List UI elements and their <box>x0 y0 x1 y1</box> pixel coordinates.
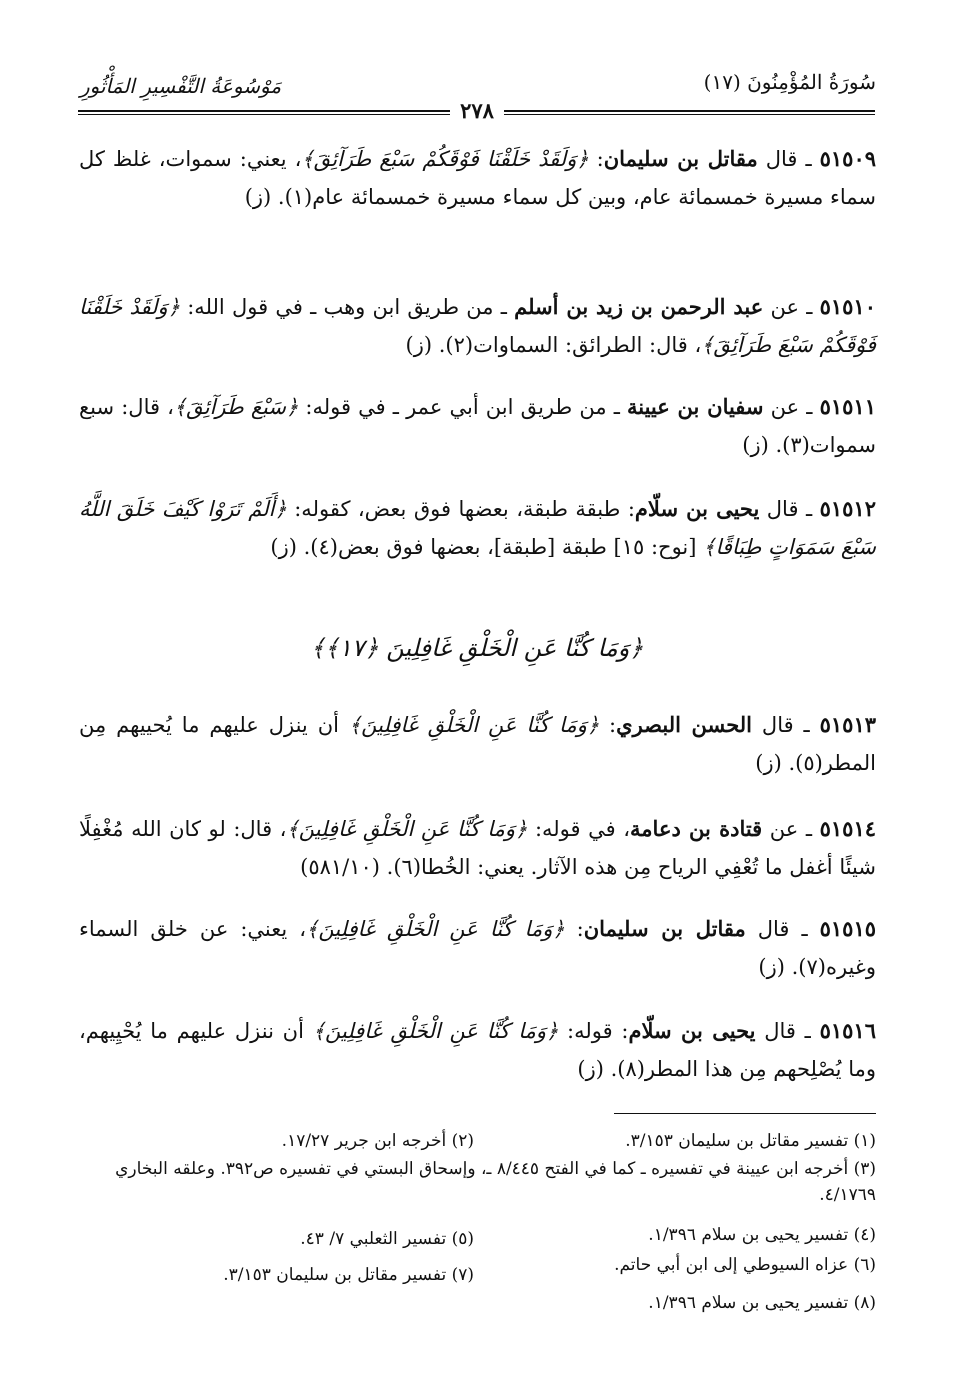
narrator-name: مقاتل بن سليمان <box>583 916 746 941</box>
entry-text: ، قال: الطرائق: السماوات(٢). (ز) <box>405 333 702 357</box>
narrator-name: الحسن البصري <box>616 712 753 737</box>
footnote: (١) تفسير مقاتل بن سليمان ٣/١٥٣. <box>625 1131 876 1151</box>
athar-entry <box>79 140 876 216</box>
entry-prefix: ـ قال <box>757 147 820 171</box>
entry-mid: ـ من طريق ابن وهب ـ في قول الله: <box>180 295 515 319</box>
entry-text: ، يعني: عن خلق السماء وغيره(٧). (ز) <box>79 917 876 979</box>
entry-number: ٥١٥١١ <box>819 394 876 419</box>
entry-prefix: ـ قال <box>745 917 820 941</box>
entry-text: أن ينزل عليهم ما يُحييهم مِن المطر(٥). (ز) <box>79 713 876 775</box>
page-number-wrap <box>0 98 954 123</box>
entry-prefix: ـ عن <box>763 295 820 319</box>
quran-quote: ﴿سَبْعَ طَرَآئِقَ﴾ <box>173 395 299 419</box>
entry-mid: ، في قوله: <box>527 817 631 841</box>
footnote: (٦) عزاه السيوطي إلى ابن أبي حاتم. <box>614 1255 876 1275</box>
entry-prefix: ـ قال <box>752 713 820 737</box>
entry-text: أن ننزل عليهم ما يُحْيِيهم، وما يُصْلِحهم مِن هذا المطر(٨). (ز) <box>79 1019 876 1081</box>
quran-quote: ﴿وَمَا كُنَّا عَنِ الْخَلْقِ غَافِلِينَ﴾ <box>286 817 528 841</box>
footnote: (٢) أخرجه ابن جرير ١٧/٢٧. <box>281 1131 474 1151</box>
entry-mid: : <box>564 917 584 941</box>
quran-quote: ﴿وَمَا كُنَّا عَنِ الْخَلْقِ غَافِلِينَ﴾ <box>312 1019 559 1043</box>
quran-quote: ﴿وَلَقَدْ خَلَقْنَا فَوْقَكُمْ سَبْعَ طَرَآئِقَ﴾ <box>79 295 876 357</box>
entry-number: ٥١٥١٥ <box>819 916 877 941</box>
entry-mid: : طبقة طبقة، بعضها فوق بعض، كقوله: <box>286 497 635 521</box>
athar-entry <box>79 810 876 886</box>
entry-number: ٥١٥١٣ <box>819 712 877 737</box>
entry-mid: : <box>599 713 617 737</box>
entry-number: ٥١٥١٦ <box>819 1018 876 1043</box>
footnote: (٥) تفسير الثعلبي ٧/ ٤٣. <box>300 1229 474 1249</box>
entry-text: [نوح: ١٥] طبقة [طبقة]، بعضها فوق بعض(٤). (ز) <box>270 535 704 559</box>
athar-entry <box>79 706 876 782</box>
narrator-name: عبد الرحمن بن زيد بن أسلم <box>514 294 764 319</box>
entry-mid: : قوله: <box>558 1019 629 1043</box>
entry-number: ٥١٥١٤ <box>819 816 877 841</box>
narrator-name: مقاتل بن سليمان <box>603 146 758 171</box>
entry-text: ، يعني: سموات، غلظ كل سماء مسيرة خمسمائة عام، وبين كل سماء مسيرة خمسمائة عام(١). (ز) <box>79 147 876 209</box>
entry-number: ٥١٥١٠ <box>819 294 876 319</box>
footnote: (٨) تفسير يحيى بن سلام ١/٣٩٦. <box>648 1293 876 1313</box>
entry-prefix: ـ عن <box>763 395 820 419</box>
entry-number: ٥١٥١٢ <box>819 496 876 521</box>
quran-quote: ﴿وَمَا كُنَّا عَنِ الْخَلْقِ غَافِلِينَ﴾ <box>306 917 565 941</box>
entry-prefix: ـ قال <box>759 497 820 521</box>
entry-text: ، قال: لو كان الله مُغْفِلًا شيئًا أغفل ما تُعْفِي الرياح مِن هذه الآثار. يعني: الخُطا(٦). (٥٨١/١٠) <box>79 817 876 879</box>
surah-header: سُورَةُ المُؤْمِنُونَ (١٧) <box>703 70 876 94</box>
book-title-header: مَوْسُوعَةُ التَّفْسِيرِ المَأْثُورِ <box>80 74 282 98</box>
entry-mid: : <box>588 147 604 171</box>
footnote: (٤) تفسير يحيى بن سلام ١/٣٩٦. <box>648 1225 876 1245</box>
athar-entry <box>79 490 876 566</box>
entry-mid: ـ من طريق ابن أبي عمر ـ في قوله: <box>298 395 627 419</box>
verse-heading: ﴿وَمَا كُنَّا عَنِ الْخَلْقِ غَافِلِينَ ﴿١٧﴾﴾ <box>310 634 644 662</box>
entry-number: ٥١٥٠٩ <box>819 146 877 171</box>
quran-quote: ﴿وَمَا كُنَّا عَنِ الْخَلْقِ غَافِلِينَ﴾ <box>348 713 600 737</box>
footnote: (٧) تفسير مقاتل بن سليمان ٣/١٥٣. <box>223 1265 474 1285</box>
footnote-separator <box>614 1113 876 1114</box>
entry-text: ، قال: سبع سموات(٣). (ز) <box>79 395 876 457</box>
quran-quote: ﴿أَلَمْ تَرَوْا كَيْفَ خَلَقَ اللَّهُ سَبْعَ سَمَوَاتٍ طِبَاقًا﴾ <box>79 497 876 559</box>
entry-prefix: ـ عن <box>762 817 820 841</box>
page-number: ٢٧٨ <box>450 98 504 123</box>
footnote: (٣) أخرجه ابن عيينة في تفسيره ـ كما في الفتح ٨/٤٤٥ ـ، وإسحاق البستي في تفسيره ص٣٩٢. وعلقه البخاري ٤/١٧٦٩. <box>115 1159 876 1205</box>
athar-entry <box>79 288 876 364</box>
entry-prefix: ـ قال <box>755 1019 820 1043</box>
athar-entry <box>79 388 876 464</box>
athar-entry <box>79 910 876 986</box>
athar-entry <box>79 1012 876 1088</box>
narrator-name: يحيى بن سلّام <box>628 1018 756 1043</box>
narrator-name: سفيان بن عيينة <box>627 394 764 419</box>
quran-quote: ﴿وَلَقَدْ خَلَقْنَا فَوْقَكُمْ سَبْعَ طَرَآئِقَ﴾ <box>301 147 589 171</box>
narrator-name: قتادة بن دعامة <box>630 816 763 841</box>
narrator-name: يحيى بن سلّام <box>634 496 760 521</box>
